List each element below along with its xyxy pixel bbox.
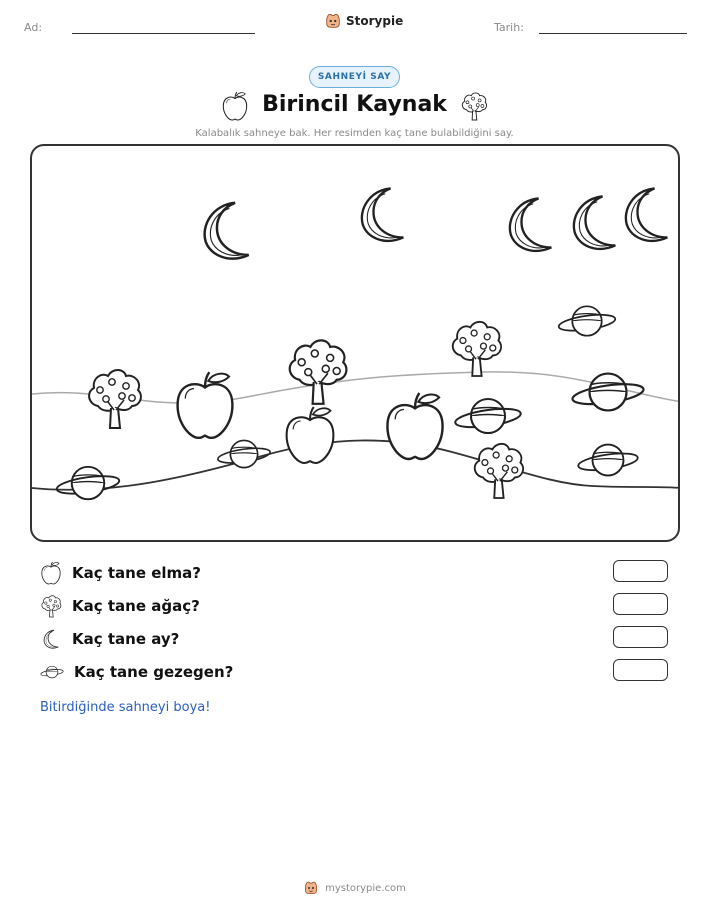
moon-icon bbox=[40, 627, 62, 651]
question-text: Kaç tane gezegen? bbox=[74, 663, 234, 681]
apple-icon bbox=[287, 407, 334, 463]
moon-icon bbox=[510, 198, 551, 251]
coloring-note: Bitirdiğinde sahneyi boya! bbox=[40, 700, 211, 715]
apple-icon bbox=[178, 372, 233, 438]
planet-icon bbox=[577, 445, 638, 476]
planet-icon bbox=[558, 306, 616, 335]
footer-url[interactable]: mystorypie.com bbox=[325, 882, 406, 894]
question-text: Kaç tane ay? bbox=[72, 630, 180, 648]
moon-icon bbox=[362, 188, 403, 241]
page-footer bbox=[0, 880, 709, 896]
question-text: Kaç tane elma? bbox=[72, 564, 201, 582]
planet-icon bbox=[217, 440, 271, 467]
section-badge: SAHNEYİ SAY bbox=[309, 66, 400, 88]
question-apples bbox=[40, 560, 201, 586]
answer-box-trees[interactable] bbox=[613, 593, 668, 615]
tree-icon bbox=[475, 444, 523, 498]
question-moons bbox=[40, 626, 179, 652]
counting-scene bbox=[30, 144, 680, 542]
name-label: Ad: bbox=[24, 21, 43, 34]
planet-icon bbox=[454, 399, 522, 433]
question-trees bbox=[40, 593, 200, 619]
title-tree-icon bbox=[460, 91, 488, 121]
tree-icon bbox=[40, 594, 62, 618]
brand-logo bbox=[324, 12, 403, 30]
moon-icon bbox=[205, 203, 249, 259]
answer-box-apples[interactable] bbox=[613, 560, 668, 582]
name-line[interactable] bbox=[72, 33, 255, 34]
scene-drawing bbox=[32, 146, 680, 542]
date-line[interactable] bbox=[539, 33, 687, 34]
apple-icon bbox=[40, 561, 62, 585]
foreground-hill-line bbox=[32, 440, 680, 489]
tree-icon bbox=[89, 370, 141, 428]
moon-icon bbox=[626, 188, 667, 241]
instructions: Kalabalık sahneye bak. Her resimden kaç tane bulabildiğini say. bbox=[195, 128, 514, 139]
tree-icon bbox=[453, 322, 501, 376]
planet-icon bbox=[56, 467, 121, 499]
page-title: Birincil Kaynak bbox=[262, 92, 447, 117]
question-planets bbox=[40, 659, 233, 685]
storypie-logo-icon bbox=[303, 880, 319, 896]
tree-icon bbox=[290, 340, 347, 403]
moon-icon bbox=[574, 196, 615, 249]
answer-box-planets[interactable] bbox=[613, 659, 668, 681]
planet-icon bbox=[40, 661, 64, 683]
storypie-logo-icon bbox=[324, 12, 342, 30]
date-label: Tarih: bbox=[494, 21, 524, 34]
answer-box-moons[interactable] bbox=[613, 626, 668, 648]
apple-icon bbox=[387, 393, 442, 459]
question-text: Kaç tane ağaç? bbox=[72, 597, 200, 615]
brand-name: Storypie bbox=[346, 14, 404, 28]
